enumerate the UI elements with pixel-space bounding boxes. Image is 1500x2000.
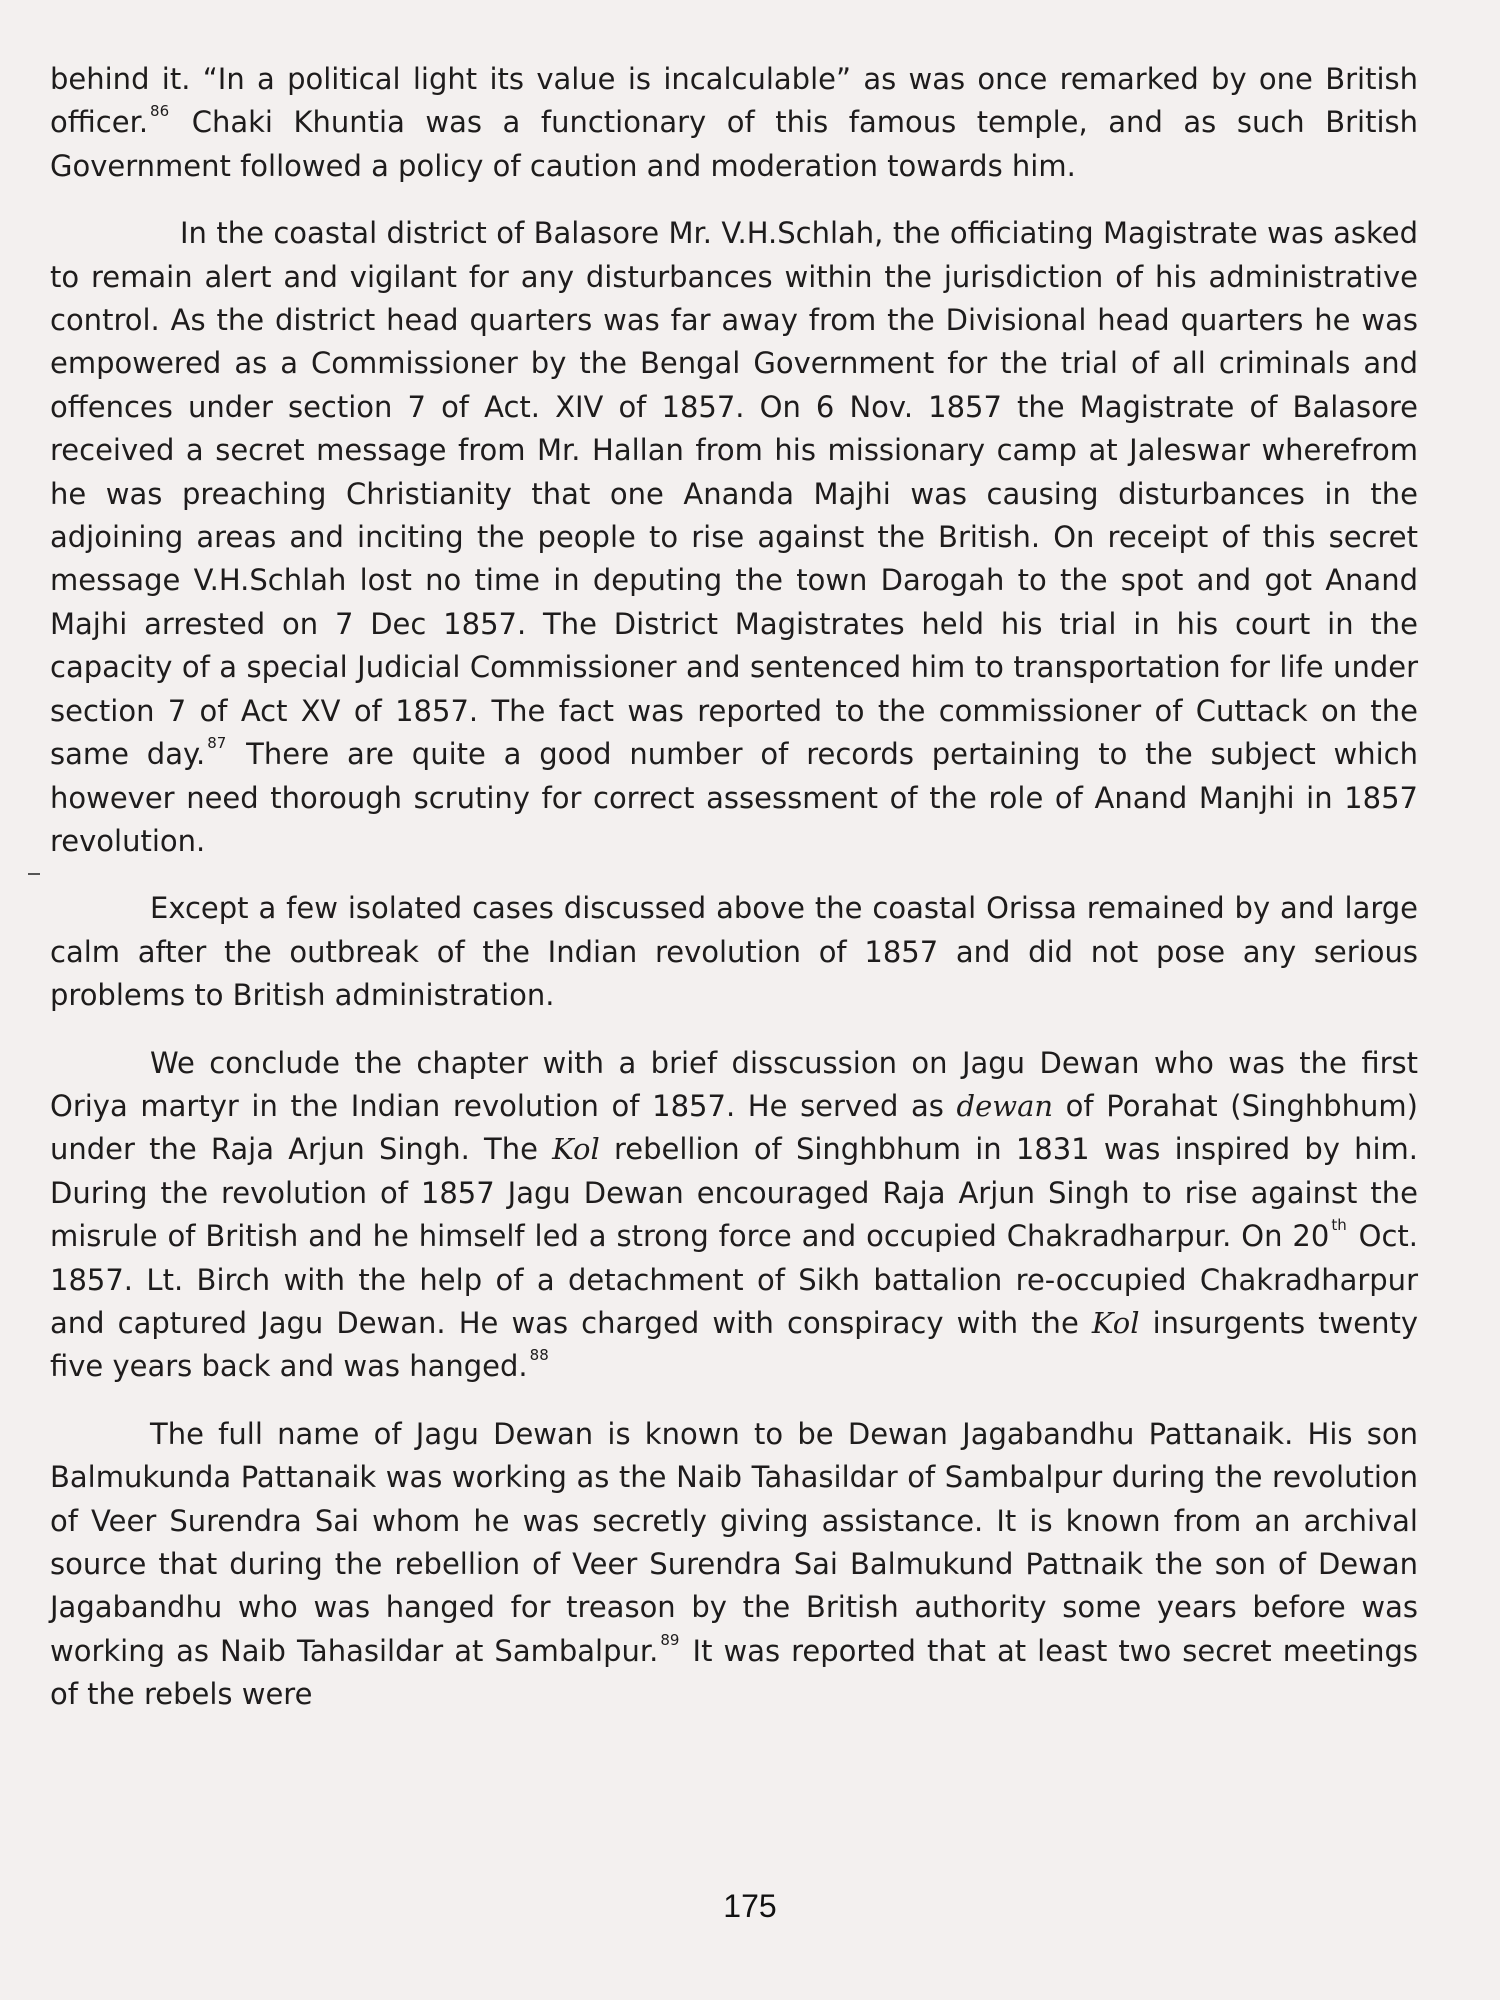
paragraph-4-text-a: We conclude the chapter with a brief disscussion on Jagu Dewan who was the first Oriya martyr in the Indian revolution of 1857. He served as [50, 1045, 1418, 1123]
paragraph-1-text-b: Chaki Khuntia was a functionary of this famous temple, and as such British Government followed a policy of caution and moderation towards him. [50, 105, 1418, 183]
footnote-ref-88: 88 [529, 1346, 549, 1365]
paragraph-1-text-a: behind it. “In a political light its value is incalculable” as was once remarked by one British officer. [50, 62, 1418, 140]
footnote-ref-87: 87 [207, 734, 227, 753]
margin-tick-mark [28, 873, 40, 875]
paragraph-4-text-b: of Porahat (Singhbhum) under the Raja Arjun Singh. The [50, 1088, 1418, 1167]
paragraph-4 [50, 1042, 1418, 1389]
ordinal-superscript: th [1331, 1216, 1347, 1235]
paragraph-4-text-d: Oct. 1857. Lt. Birch with the help of a detachment of Sikh battalion re-occupied Chakradharpur and captured Jagu Dewan. He was charged with conspiracy with the [50, 1219, 1419, 1340]
paragraph-2-text-b: There are quite a good number of records pertaining to the subject which however need thorough scrutiny for correct assessment of the role of Anand Manjhi in 1857 revolution. [50, 737, 1418, 858]
paragraph-5-text-b: It was reported that at least two secret meetings of the rebels were [50, 1633, 1418, 1712]
paragraph-4-text-e: insurgents twenty five years back and was hanged. [50, 1305, 1418, 1384]
paragraph-5-text-a: The full name of Jagu Dewan is known to be Dewan Jagabandhu Pattanaik. His son Balmukunda Pattanaik was working as the Naib Tahasildar of Sambalpur during the revolution of Veer Surendra Sai whom he was secretly giving assistance. It is known from an archival source that during the rebellion of Veer Surendra Sai Balmukund Pattnaik the son of Dewan Jagabandhu who was hanged for treason by the British authority some years before was working as Naib Tahasildar at Sambalpur. [50, 1416, 1418, 1668]
paragraph-1 [50, 58, 1418, 188]
italic-term-kol: Kol [552, 1132, 600, 1167]
footnote-ref-86: 86 [150, 102, 170, 121]
paragraph-3-text: Except a few isolated cases discussed above the coastal Orissa remained by and large calm after the outbreak of the Indian revolution of 1857 and did not pose any serious problems to British administration. [50, 891, 1418, 1013]
footnote-ref-89: 89 [660, 1630, 680, 1649]
paragraph-5 [50, 1413, 1418, 1717]
paragraph-3 [50, 887, 1418, 1017]
page-number: 175 [723, 1888, 777, 1924]
italic-term-dewan: dewan [956, 1088, 1054, 1123]
paragraph-2 [50, 212, 1418, 863]
paragraph-2-text-a: In the coastal district of Balasore Mr. V.H.Schlah, the officiating Magistrate was asked to remain alert and vigilant for any disturbances within the jurisdiction of his administrative control. As the district head quarters was far away from the Divisional head quarters he was empowered as a Commissioner by the Bengal Government for the trial of all criminals and offences under section 7 of Act. XIV of 1857. On 6 Nov. 1857 the Magistrate of Balasore received a secret message from Mr. Hallan from his missionary camp at Jaleswar wherefrom he was preaching Christianity that one Ananda Majhi was causing disturbances in the adjoining areas and inciting the people to rise against the British. On receipt of this secret message V.H.Schlah lost no time in deputing the town Darogah to the spot and got Anand Majhi arrested on 7 Dec 1857. The District Magistrates held his trial in his court in the capacity of a special Judicial Commissioner and sentenced him to transportation for life under section 7 of Act XV of 1857. The fact was reported to the commissioner of Cuttack on the same day. [50, 216, 1418, 772]
paragraph-4-text-c: rebellion of Singhbhum in 1831 was inspired by him. During the revolution of 1857 Jagu Dewan encouraged Raja Arjun Singh to rise against the misrule of British and he himself led a strong force and occupied Chakradharpur. On 20 [50, 1132, 1419, 1254]
italic-term-kol: Kol [1091, 1305, 1140, 1340]
